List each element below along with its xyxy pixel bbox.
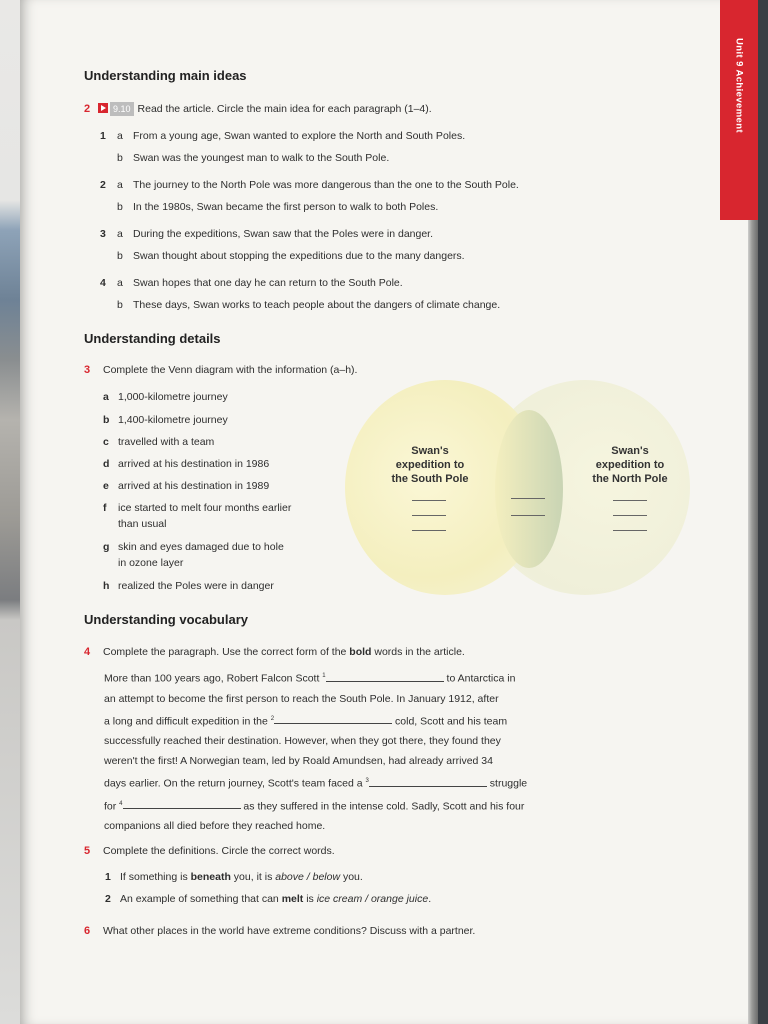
section-heading-main-ideas: Understanding main ideas <box>84 68 247 83</box>
info-text: realized the Poles were in danger <box>118 580 274 592</box>
answer-line[interactable] <box>613 500 647 501</box>
word-choice[interactable]: above / below <box>275 871 341 883</box>
option-a-text[interactable]: From a young age, Swan wanted to explore the North and South Poles. <box>133 130 466 142</box>
audio-track-number: 9.10 <box>110 102 134 116</box>
paragraph-line: successfully reached their destination. However, when they got there, they found they <box>104 735 501 747</box>
paragraph-line: days earlier. On the return journey, Scott's team faced a $^3$ struggle <box>104 777 528 790</box>
info-letter: f <box>103 502 107 514</box>
book-spine-photo <box>0 0 20 1024</box>
answer-line[interactable] <box>412 515 446 516</box>
paragraph-line: companions all died before they reached home. <box>104 820 326 832</box>
option-a-text[interactable]: During the expeditions, Swan saw that the Poles were in danger. <box>133 228 434 240</box>
info-text: travelled with a team <box>118 436 215 448</box>
paragraph-line: a long and difficult expedition in the $^2$ cold, Scott and his team <box>104 715 508 727</box>
info-text: 1,400-kilometre journey <box>118 414 228 426</box>
info-text: arrived at his destination in 1989 <box>118 480 270 492</box>
item-number: 4 <box>100 277 106 289</box>
item-number: 2 <box>100 179 106 191</box>
option-b-text[interactable]: Swan thought about stopping the expeditions due to the many dangers. <box>133 250 465 262</box>
definition-2: An example of something that can melt is ice cream / orange juice. <box>120 893 432 905</box>
exercise-number-6: 6 <box>84 925 91 937</box>
option-b-text[interactable]: In the 1980s, Swan became the first person to walk to both Poles. <box>133 201 439 213</box>
gap-fill-paragraph <box>104 666 604 836</box>
option-b-text[interactable]: Swan was the youngest man to walk to the South Pole. <box>133 152 390 164</box>
gap-2-blank[interactable] <box>274 713 392 724</box>
info-text: in ozone layer <box>118 557 184 569</box>
exercise-number-3: 3 <box>84 364 91 376</box>
unit-tab <box>720 0 758 220</box>
exercise-number-5: 5 <box>84 845 91 857</box>
answer-line[interactable] <box>412 530 446 531</box>
option-a-text[interactable]: The journey to the North Pole was more dangerous than the one to the South Pole. <box>133 179 519 191</box>
option-letter: a <box>117 179 123 191</box>
item-number: 3 <box>100 228 106 240</box>
paragraph-line: weren't the first! A Norwegian team, led by Roald Amundsen, had already arrived 34 <box>104 755 493 767</box>
paragraph-line: for $^4$ as they suffered in the intense cold. Sadly, Scott and his four <box>104 800 525 812</box>
info-text: arrived at his destination in 1986 <box>118 458 270 470</box>
venn-label-north-pole: Swan's expedition to the North Pole <box>592 445 668 485</box>
info-letter: g <box>103 541 110 553</box>
info-letter: c <box>103 436 109 448</box>
info-letter: e <box>103 480 109 492</box>
item-number: 1 <box>105 871 111 883</box>
exercise-6-instruction: What other places in the world have extreme conditions? Discuss with a partner. <box>103 925 476 937</box>
option-letter: a <box>117 130 123 142</box>
exercise-3-instruction: Complete the Venn diagram with the information (a–h). <box>103 364 358 376</box>
paragraph-line: an attempt to become the first person to reach the South Pole. In January 1912, after <box>104 692 499 705</box>
option-letter: b <box>117 299 123 311</box>
exercise-2-instruction: 9.10 Read the article. Circle the main idea for each paragraph (1–4). <box>95 102 432 116</box>
info-letter: d <box>103 458 110 470</box>
option-b-text[interactable]: These days, Swan works to teach people about the dangers of climate change. <box>133 299 501 311</box>
option-letter: a <box>117 228 123 240</box>
exercise-5-instruction: Complete the definitions. Circle the correct words. <box>103 845 335 857</box>
option-letter: b <box>117 201 123 213</box>
item-number: 2 <box>105 893 111 905</box>
option-a-text[interactable]: Swan hopes that one day he can return to the South Pole. <box>133 277 403 289</box>
answer-line[interactable] <box>613 530 647 531</box>
gap-4-blank[interactable] <box>123 798 241 809</box>
definition-1: If something is beneath you, it is above / below you. <box>120 871 363 883</box>
info-text: than usual <box>118 518 167 530</box>
word-choice[interactable]: ice cream / orange juice <box>316 893 429 905</box>
exercise-number-2: 2 <box>84 103 91 115</box>
section-heading-vocabulary: Understanding vocabulary <box>84 612 248 627</box>
option-letter: b <box>117 152 123 164</box>
info-text: skin and eyes damaged due to hole <box>118 541 284 553</box>
venn-diagram <box>330 380 690 595</box>
item-number: 1 <box>100 130 106 142</box>
unit-tab-label: Unit 9 Achievement <box>733 38 745 134</box>
info-letter: a <box>103 391 109 403</box>
venn-overlap <box>495 410 563 568</box>
answer-line[interactable] <box>412 500 446 501</box>
section-heading-details: Understanding details <box>84 331 221 346</box>
gap-3-blank[interactable] <box>369 776 487 787</box>
exercise-4-instruction: Complete the paragraph. Use the correct form of the bold words in the article. <box>103 646 465 658</box>
gap-1-blank[interactable] <box>326 671 444 682</box>
option-letter: b <box>117 250 123 262</box>
answer-line[interactable] <box>613 515 647 516</box>
option-letter: a <box>117 277 123 289</box>
exercise-number-4: 4 <box>84 646 91 658</box>
paragraph-line: More than 100 years ago, Robert Falcon Scott $^1$ to Antarctica in <box>104 672 516 685</box>
info-letter: h <box>103 580 110 592</box>
info-letter: b <box>103 414 110 426</box>
answer-line[interactable] <box>511 515 545 516</box>
info-text: ice started to melt four months earlier <box>118 502 292 514</box>
venn-label-south-pole: Swan's expedition to the South Pole <box>391 445 469 485</box>
answer-line[interactable] <box>511 498 545 499</box>
info-text: 1,000-kilometre journey <box>118 391 228 403</box>
audio-play-icon[interactable] <box>98 103 108 113</box>
